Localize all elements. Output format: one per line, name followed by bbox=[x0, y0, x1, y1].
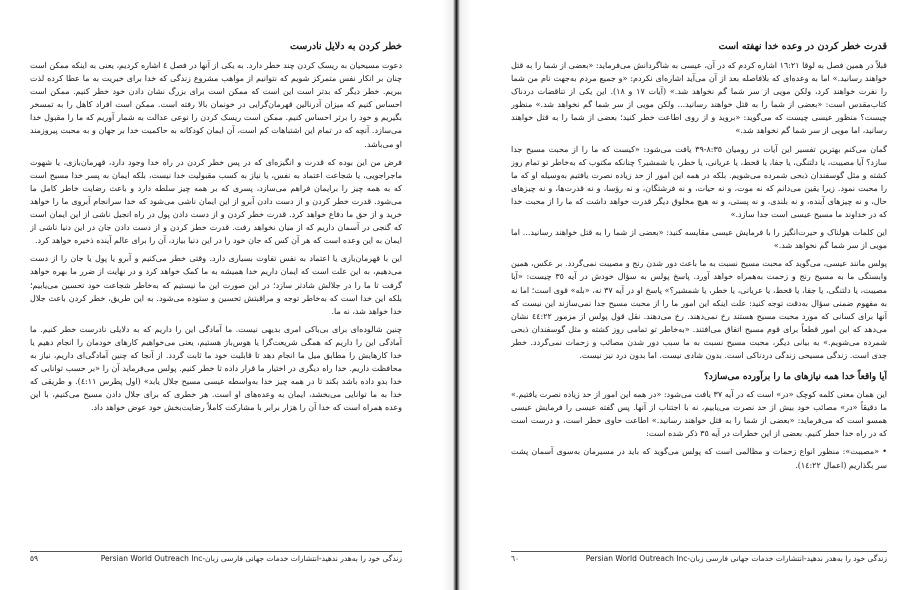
right-page-number: ٦٠ bbox=[511, 554, 520, 563]
left-paragraph-3: این با قهرمان‌بازی یا اعتماد به نفس تفاوت بسیاری دارد. وقتی خطر می‌کنیم و آبرو یا پول یا جان را از دست می‌دهیم، به این علت است که ایمان داریم خدا همیشه به ما کمک خواهد کرد و در نهایت از ضرر ما بهره خواهد گرفت تا ما را در جلالش شادتر سازد؛ در این صورت این ما نیستیم که به‌خاطر شجاعت خود تحسین می‌یابیم؛ بلکه این خدا است که به‌خاطر توجه و مراقبتش تحسین و ستوده می‌شود. به این طریق، خطر کردن باعث جلال خدا خواهد شد، نه ما. bbox=[30, 254, 402, 316]
right-page-footer bbox=[511, 551, 887, 566]
left-paragraph-2: فرض من این بوده که قدرت و انگیزه‌ای که در پس خطر کردن در راه خدا وجود دارد، قهرمان‌بازی، یا شهوت ماجراجویی، یا شجاعت اعتماد به نفس، یا نیاز به کسب مقبولیت خدا نیست، بلکه ایمان به پسر خدا مسیح است که به همه چیز را برایمان فراهم می‌سازد، پسری که بر همه چیز سلطه دارد و باعث رضایت خاطر کامل ما می‌شود. قدرت خطر کردن و از دست دادن آبرو از این ایمان ناشی می‌شود که خدا سرانجام آبروی ما را خواهد خرید و از حق ما دفاع خواهد کرد. قدرت خطر کردن و از دست دادن پول در راه انجیل ناشی از این ایمان است که گنجی در آسمان داریم که از میان نخواهد رفت. قدرت خطر کردن و از دست دادن جان در این دنیا ناشی از ایمان به این وعده است که هر آن کس که جان خود را در این دنیا بیازد، آن را برای عالم آینده ذخیره خواهد کرد. bbox=[30, 157, 402, 246]
book-gutter bbox=[442, 0, 471, 590]
left-page-number: ٥٩ bbox=[30, 554, 39, 563]
right-footer-publisher: Persian World Outreach Inc bbox=[585, 554, 688, 563]
left-footer-title: زندگی خود را به‌هدر ندهید-انتشارات خدمات جهانی فارسی زبان- bbox=[202, 554, 402, 563]
left-paragraph-1: دعوت مسیحیان به ریسک کردن چند خطر دارد. به یکی از آنها در فصل ٤ اشاره کردیم، یعنی به اینکه ممکن است چنان بر انکار نفس متمرکز شویم که نتوانیم از مواهب مشروع زندگی که خدا برای خیریت به ما عطا کرده لذت ببریم. خطر دیگر که بدتر است این است که ممکن است برای بزرگ نشان دادن خود خطر کنیم. ممکن است احساس کنیم که میزان آدرنالین قهرمان‌گرایی در خونمان بالا رفته است. ممکن است افراد کاهل را به تمسخر بگیریم و خود را برتر احساس کنیم. ممکن است ریسک کردن را نوعی عدالت به شمار آوریم که ما را مقبول خدا می‌سازد. آنچه که در تمام این اشتباهات کم است، آن ایمان کودکانه به حاکمیت خدا بر جهان و به محبت پیروزمند او می‌باشد. bbox=[30, 61, 402, 149]
right-footer-text bbox=[586, 552, 887, 566]
right-paragraph-5: این همان معنی کلمه کوچک «در» است که در آیه ٣٧ یافت می‌شود: «در همه این امور از حد زیاده نصرت یافتیم.» ما دقیقاً «در» مصائب خود بیش از حد نصرت می‌یابیم، نه با اجتناب از آنها. پس گفته عیسی را فرمایش عیسی همسو است که می‌فرماید: «بعضی از شما را به قتل خواهند رسانید.» اطاعت حاوی خطر است، و درست است که در راه خدا خطر کنیم. بعضی از این خطرات در آیه ٣٥ ذکر شده است: bbox=[511, 390, 887, 439]
left-footer-text bbox=[101, 552, 402, 566]
left-paragraph-4: چنین شالوده‌ای برای بی‌باکی امری بدیهی نیست. ما آمادگی این را داریم که به دلایلی نادرست خطر کنیم. ما آمادگی این را داریم که همگی شریعت‌گرا یا هوس‌باز هستیم، یعنی می‌خواهیم کارهای خودمان را انجام دهیم یا خدا کارهایش را مطابق میل ما انجام دهد تا قابلیت خود ما ثابت گردد. از آنجا که چنین آمادگی‌ای داریم، نیاز به محافظت داریم. خدا راه دیگری در اختیار ما قرار داده تا خطر کنیم. پولس می‌فرماید آن را «بر حسب توانایی که خدا بدو داده باشد بکند تا در همه چیز خدا به‌واسطه عیسی مسیح جلال یابد» (اول پطرس ٤:١١). و طریقی که خدا به ما توانایی می‌بخشد، ایمان به وعده‌های او است. هر خطری که برای جلال دادن مسیح می‌کنیم، با این وعده همراه است که خدا آن را هزار برابر با مشارکت کاملاً رضایت‌بخش خود عوض خواهد داد. bbox=[30, 324, 402, 413]
left-page-title: خطر کردن به دلایل نادرست bbox=[290, 41, 402, 52]
right-paragraph-2: گمان می‌کنم بهترین تفسیر این آیات در رومیان ٨:٣٥-٣٩ یافت می‌شود: «کیست که ما را از محبت مسیح جدا سازد؟ آیا مصیبت، یا دلتنگی، یا جفا، یا قحط، یا عریانی، یا خطر، یا شمشیر؟ چنانکه مکتوب که به‌خاطر تو تمام روز کشته و مثل گوسفندان ذبحی شمرده می‌شویم. بلکه در همه این امور از حد زیاده نصرت یافتیم به‌وسیله او که ما را محبت نمود. زیرا یقین می‌دانم که نه موت، و نه حیات، و نه فرشتگان، و نه رؤسا، و نه قدرت‌ها، و نه چیزهای حال، و نه چیزهای آینده، و نه بلندی، و نه پستی، و نه هیچ مخلوق دیگر قدرت خواهد داشت که ما را از محبت خدا که در خداوند ما مسیح عیسی است جدا سازد.» bbox=[511, 144, 887, 220]
right-page bbox=[471, 0, 913, 590]
right-page-title: قدرت خطر کردن در وعده خدا نهفته است bbox=[718, 41, 887, 52]
right-paragraph-1: قبلاً در همین فصل به لوقا ١٦:٢١ اشاره کردم که در آن، عیسی به شاگردانش می‌فرماید: «بعضی از شما را به قتل خواهند رسانید.» اما به وعده‌ای که بلافاصله بعد از آن می‌آید اشاره‌ای نکردم: «و جمیع مردم به‌جهت نام من شما را نفرت خواهند کرد، ولکن مویی از سر شما گم نخواهد شد.» (آیات ١٧ و ١٨). این یکی از تناقضات دردناک کتاب‌مقدس است: «بعضی از شما را به قتل خواهند رسانید... ولکن مویی از سر شما گم نخواهد شد.» منظور چیست؟ منظور عیسی چیست که می‌گوید: «بروید و از روی اطاعت خطر کنید؛ بعضی از شما را به قتل خواهند رسانید، اما مویی از سر شما گم نخواهد شد.» bbox=[511, 61, 887, 136]
right-page-content bbox=[511, 40, 887, 548]
right-paragraph-4: پولس مانند عیسی، می‌گوید که محبت مسیح نسبت به ما باعث دور شدن رنج و مصیبت نمی‌گردد. بر عکس، همین وابستگی ما به مسیح رنج و زحمت به‌همراه خواهد آورد. پاسخ پولس به سؤال خودش در آیه ٣٥ چیست: «آیا مصیبت، یا دلتنگی، یا جفا، یا قحط، یا عریانی، یا خطر، یا شمشیر؟» پاسخ او در آیه ٣٧ نه، «بله» قوی است؛ اما نه به مفهوم ضمنی سؤال به‌دقت توجه کنید: علت اینکه این امور ما را از محبت مسیح جدا نمی‌سازند این نیست که آنها برای کسانی که مورد محبت مسیح هستند رخ نمی‌دهند. رخ می‌دهند. نقل قول پولس از مزمور ٤٤:٢٢ نشان می‌دهد که این امور قطعاً برای قوم مسیح اتفاق می‌افتند. «به‌خاطر تو تمامی روز کشته و مثل گوسفندان ذبحی شمرده می‌شویم.» به بیانی دیگر، محبت مسیح نسبت به ما سبب دور شدن مصائب و زحمات نمی‌گردد. خطر جدی است. زندگی مسیحی زندگی دردناکی است. بدون شادی نیست. اما بدون درد نیز نیست. bbox=[511, 259, 887, 360]
right-paragraph-3: این کلمات هولناک و حیرت‌انگیز را با فرمایش عیسی مقایسه کنید: «بعضی از شما را به قتل خواهند رسانید... اما مویی از سر شما گم نخواهد شد.» bbox=[511, 228, 887, 251]
right-paragraph-6: • «مصیبت»: منظور انواع زحمات و مظالمی است که پولس می‌گوید که باید در مسیرمان به‌سوی آسمان پشت سر بگذاریم (اعمال ١٤:٢٢). bbox=[511, 447, 887, 470]
right-page-subtitle: آیا واقعاً خدا همه نیازهای ما را برآورده می‌سازد؟ bbox=[704, 372, 887, 383]
left-footer-publisher: Persian World Outreach Inc bbox=[100, 554, 203, 563]
left-page bbox=[0, 0, 442, 590]
left-page-footer bbox=[30, 551, 402, 566]
left-page-content bbox=[30, 40, 402, 548]
right-footer-title: زندگی خود را به‌هدر ندهید-انتشارات خدمات جهانی فارسی زبان- bbox=[687, 554, 887, 563]
